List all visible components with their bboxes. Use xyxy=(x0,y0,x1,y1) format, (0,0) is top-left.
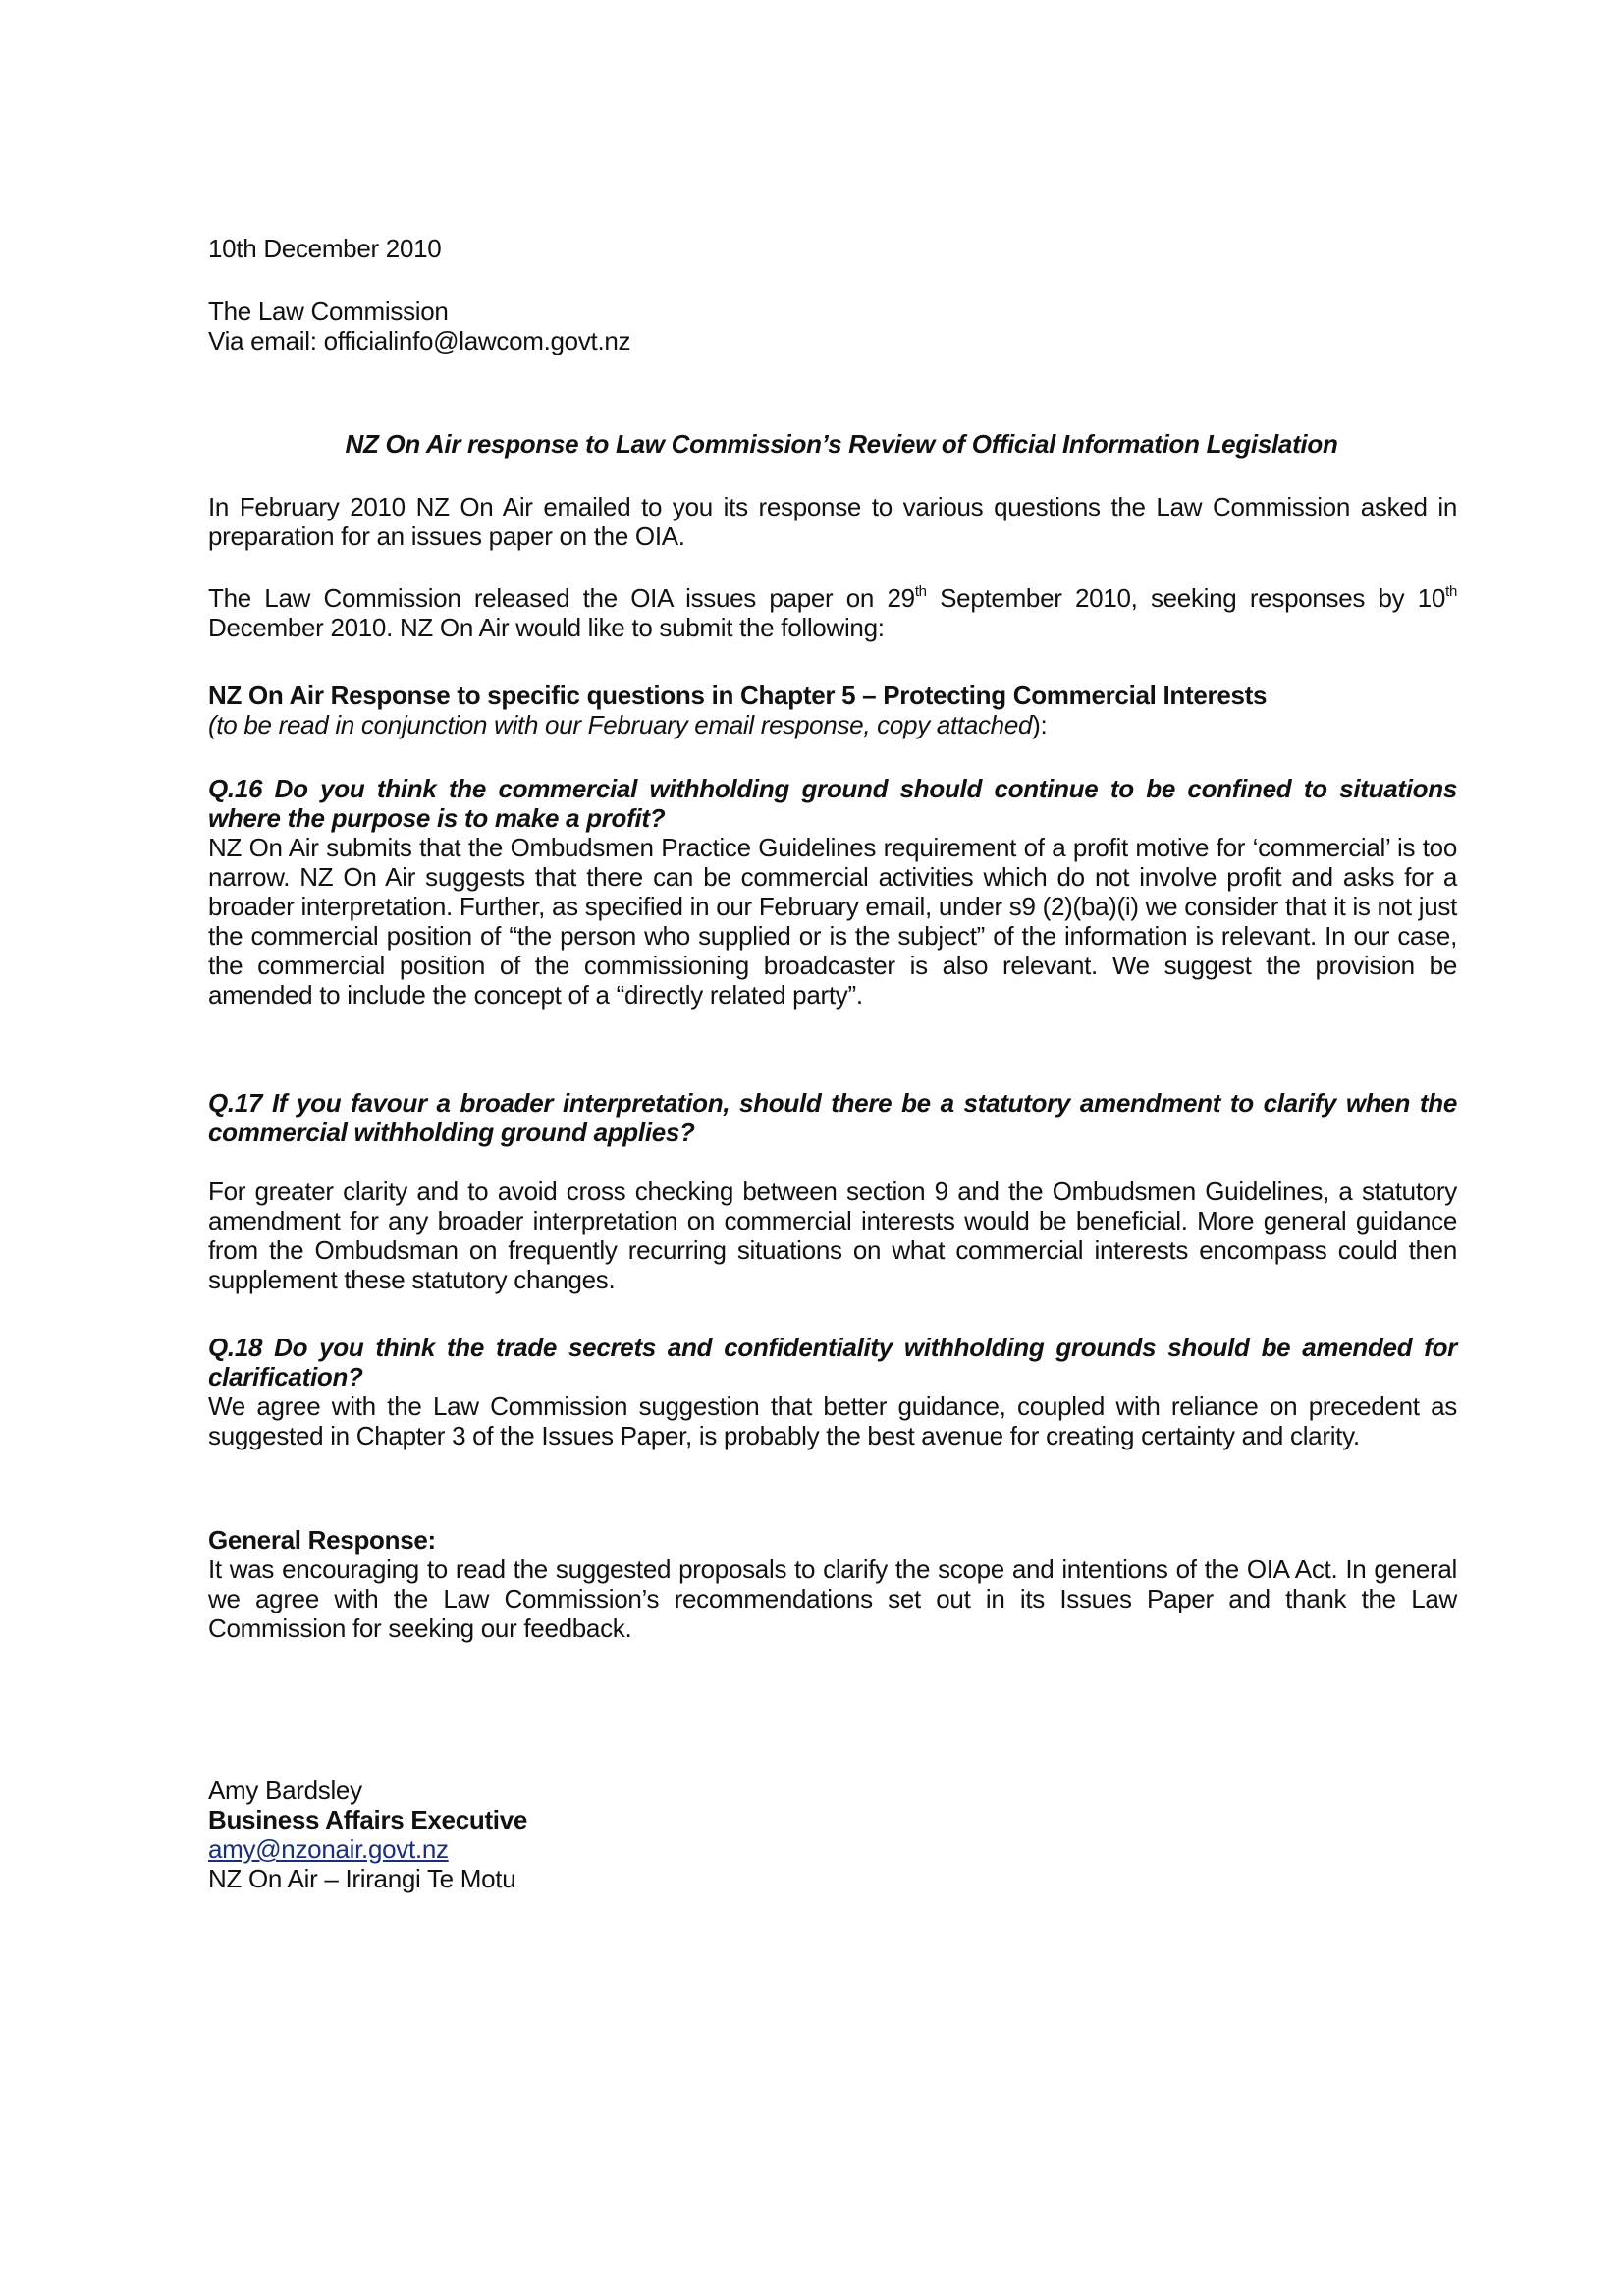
release-sup-1: th xyxy=(914,583,927,600)
section-note-end: ): xyxy=(1032,710,1048,739)
release-text-1: The Law Commission released the OIA issues paper on 29 xyxy=(208,583,915,613)
section-intro xyxy=(208,681,1457,739)
signature-email-link[interactable]: amy@nzonair.govt.nz xyxy=(208,1834,449,1864)
section-heading: NZ On Air Response to specific questions in Chapter 5 – Protecting Commercial Interests xyxy=(208,681,1268,710)
question-block-q17 xyxy=(208,1088,1457,1294)
signature-block xyxy=(208,1776,1457,1893)
recipient-email-line: Via email: officialinfo@lawcom.govt.nz xyxy=(208,326,631,355)
answer-q17: For greater clarity and to avoid cross checking between section 9 and the Ombudsmen Guidelines, a statutory amendment for any broader interpretation on commercial interests would be beneficial. More general guidance from the Ombudsman on frequently recurring situations on what commercial interests encompass could then supplement these statutory changes. xyxy=(208,1176,1457,1294)
general-response-body: It was encouraging to read the suggested proposals to clarify the scope and intentions of the OIA Act. In general we agree with the Law Commission’s recommendations set out in its Issues Paper and thank the Law Commission for seeking our feedback. xyxy=(208,1555,1457,1643)
release-text-2: September 2010, seeking responses by 10 xyxy=(926,583,1446,613)
signature-name: Amy Bardsley xyxy=(208,1776,362,1805)
question-q17: Q.17 If you favour a broader interpretation, should there be a statutory amendment to clarify when the commercial withholding ground applies? xyxy=(208,1088,1457,1147)
release-paragraph xyxy=(208,583,1457,642)
question-block-q16 xyxy=(208,774,1457,1010)
recipient-name: The Law Commission xyxy=(208,297,449,326)
release-sup-2: th xyxy=(1445,583,1457,600)
question-q16: Q.16 Do you think the commercial withholding ground should continue to be confined to situations where the purpose is to make a profit? xyxy=(208,774,1457,833)
letter-date: 10th December 2010 xyxy=(208,234,442,263)
signature-organisation: NZ On Air – Irirangi Te Motu xyxy=(208,1864,516,1893)
question-block-q18 xyxy=(208,1333,1457,1450)
question-q18: Q.18 Do you think the trade secrets and confidentiality withholding grounds should be amended for clarification? xyxy=(208,1333,1457,1392)
general-response xyxy=(208,1525,1457,1643)
release-text-3: December 2010. NZ On Air would like to submit the following: xyxy=(208,613,885,642)
letter-title: NZ On Air response to Law Commission’s Review of Official Information Legislation xyxy=(345,429,1338,459)
signature-role: Business Affairs Executive xyxy=(208,1805,528,1834)
section-note: (to be read in conjunction with our February email response, copy attached xyxy=(208,710,1033,739)
answer-q18: We agree with the Law Commission suggestion that better guidance, coupled with reliance on precedent as suggested in Chapter 3 of the Issues Paper, is probably the best avenue for creating certainty and clarity. xyxy=(208,1392,1457,1450)
general-response-heading: General Response: xyxy=(208,1525,436,1555)
intro-paragraph: In February 2010 NZ On Air emailed to you its response to various questions the Law Commission asked in preparation for an issues paper on the OIA. xyxy=(208,492,1457,551)
answer-q16: NZ On Air submits that the Ombudsmen Practice Guidelines requirement of a profit motive for ‘commercial’ is too narrow. NZ On Air suggests that there can be commercial activities which do not involve profit and asks for a broader interpretation. Further, as specified in our February email, under s9 (2)(ba)(i) we consider that it is not just the commercial position of “the person who supplied or is the subject” of the information is relevant. In our case, the commercial position of the commissioning broadcaster is also relevant. We suggest the provision be amended to include the concept of a “directly related party”. xyxy=(208,833,1457,1010)
recipient-block xyxy=(208,297,1457,355)
